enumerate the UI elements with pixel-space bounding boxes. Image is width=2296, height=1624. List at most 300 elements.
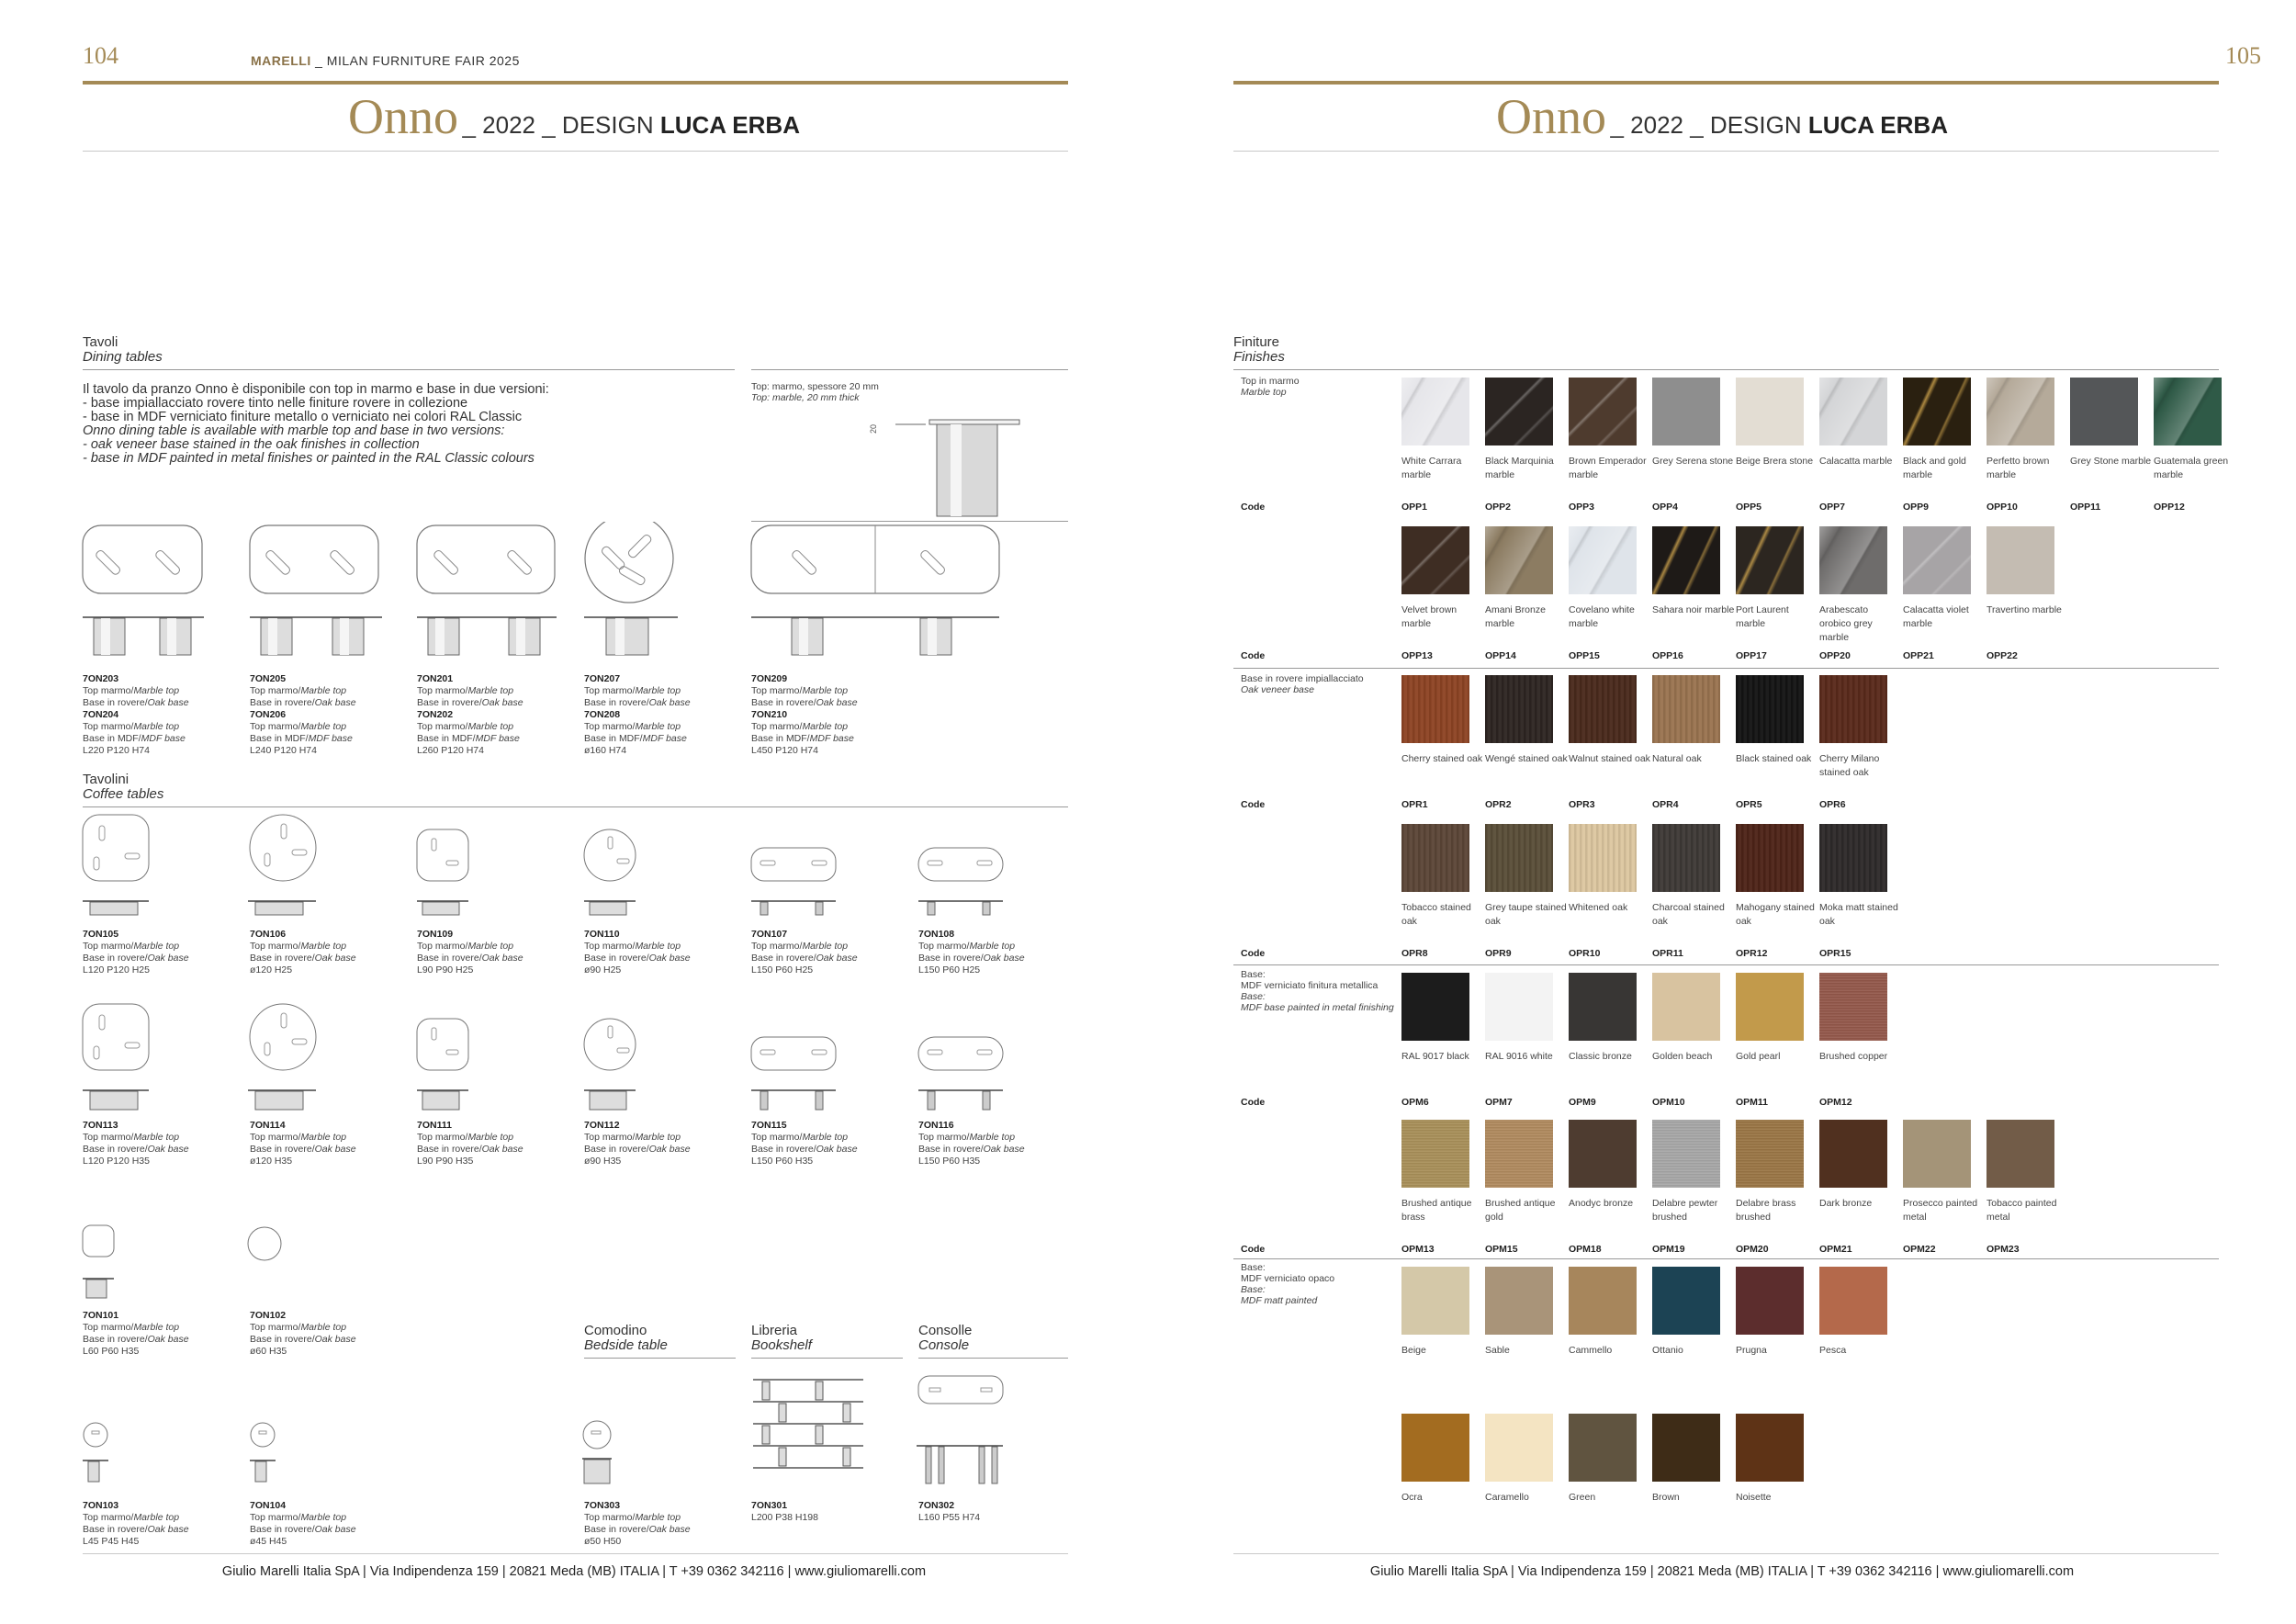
product-code: 7ON102 [250,1310,287,1321]
bookshelf-heading-it: Libreria [751,1323,798,1338]
spec-en: Oak base [983,953,1025,964]
dining-rule [83,369,735,370]
code-label: Code [1241,948,1266,959]
product-dimensions: ø50 H50 [584,1536,622,1547]
finish-code: OPR10 [1569,948,1601,959]
finish-swatch [2070,378,2138,445]
group-label-it: Base: [1241,1262,1266,1273]
product-dimensions: L220 P120 H74 [83,745,150,756]
finish-name: White Carrara marble [1401,456,1462,480]
product-7ON201 [417,673,523,757]
finish-swatch [1819,675,1887,743]
spec-en: Oak base [147,1334,189,1345]
finish-code: OPP13 [1401,650,1433,661]
group-label-en: MDF matt painted [1241,1295,1318,1306]
product-7ON104 [250,1500,356,1548]
finish-swatch [1569,1120,1637,1188]
bedside-rule [584,1358,736,1359]
finish-code: OPP7 [1819,502,1846,513]
finish-code: OPR12 [1736,948,1768,959]
finish-swatch [1569,1414,1637,1482]
finish-swatch [1569,378,1637,445]
spec-it: Top marmo/ [751,721,803,732]
spec-it: Base in rovere/ [584,697,649,708]
finishes-heading-it: Finiture [1233,334,1280,350]
finish-swatch [1485,973,1553,1041]
finish-swatch [1485,1414,1553,1482]
finish-name: Black stained oak [1736,753,1812,764]
finish-swatch [1652,675,1720,743]
finish-swatch [1569,526,1637,594]
brand-suffix: _ MILAN FURNITURE FAIR 2025 [310,53,520,68]
coffee-heading-en: Coffee tables [83,786,164,802]
finish-code: OPM19 [1652,1244,1685,1255]
coffee-heading-it: Tavolini [83,772,129,787]
finish-name: Sahara noir marble [1652,604,1735,615]
finish-name: Mahogany stained oak [1736,902,1815,927]
spec-it: Top marmo/ [584,1512,636,1523]
finish-name: Anodyc bronze [1569,1198,1634,1209]
product-code: 7ON202 [417,709,454,720]
spec-it: Base in MDF/ [584,733,643,744]
bookshelf-heading [751,1324,812,1353]
spec-en: Oak base [147,953,189,964]
finish-swatch [1569,824,1637,892]
group-label-it: Base in rovere impiallacciato [1241,673,1364,684]
group-label-en: MDF base painted in metal finishing [1241,1002,1394,1013]
spec-it: Top marmo/ [918,1132,970,1143]
spec-it: Top marmo/ [83,941,134,952]
spec-en: Oak base [816,1144,858,1155]
product-dimensions: L200 P38 H198 [751,1512,818,1523]
finish-name: Cherry Milano stained oak [1819,753,1880,778]
product-code: 7ON101 [83,1310,119,1321]
spec-it: Base in rovere/ [250,1144,315,1155]
bookshelf-heading-en: Bookshelf [751,1337,812,1353]
finish-swatch [1569,675,1637,743]
product-dimensions: ø120 H35 [250,1156,293,1167]
finish-swatch [1652,526,1720,594]
finish-name: Cammello [1569,1345,1613,1356]
finish-name: Walnut stained oak [1569,753,1650,764]
product-7ON203 [83,673,189,757]
finish-swatch [1485,675,1553,743]
group-label-it: Base: [1241,969,1266,980]
finish-name: Port Laurent marble [1736,604,1789,629]
finish-code: OPM7 [1485,1097,1513,1108]
spec-en: Marble top [300,941,347,952]
product-7ON209 [751,673,858,757]
title-name: Onno [348,89,459,144]
spec-en: Marble top [467,721,514,732]
spec-en: MDF base [141,733,186,744]
spec-it: Base in rovere/ [417,953,482,964]
finish-swatch [1819,1120,1887,1188]
finish-name: Classic bronze [1569,1051,1632,1062]
finish-code: OPP5 [1736,502,1762,513]
product-dimensions: ø120 H25 [250,964,293,976]
product-7ON109 [417,929,523,976]
spec-it: Top marmo/ [417,721,468,732]
finish-code: OPP16 [1652,650,1683,661]
spec-en: Marble top [802,721,849,732]
finish-code: OPP10 [1986,502,2018,513]
spec-en: Marble top [802,685,849,696]
product-code: 7ON110 [584,929,620,940]
group-label-it: MDF verniciato finitura metallica [1241,980,1379,991]
footer: Giulio Marelli Italia SpA | Via Indipendenza 159 | 20821 Meda (MB) ITALIA | T +39 0362 342116 | www.giuliomarelli.com [1369,1564,2075,1579]
spec-en: Oak base [147,1144,189,1155]
product-7ON107 [751,929,858,976]
spec-en: Oak base [314,1524,356,1535]
dining-heading-it: Tavoli [83,334,118,350]
finish-swatch [1401,1267,1469,1335]
spec-it: Base in rovere/ [250,1334,315,1345]
spec-en: Marble top [635,685,681,696]
spec-en: Marble top [467,685,514,696]
product-dimensions: ø60 H35 [250,1346,287,1357]
product-code: 7ON116 [918,1120,954,1131]
finish-swatch [1401,378,1469,445]
bookshelf-rule [751,1358,903,1359]
product-code: 7ON209 [751,673,788,684]
product-7ON207 [584,673,691,757]
product-dimensions: ø90 H35 [584,1156,622,1167]
bedside-heading-it: Comodino [584,1323,647,1338]
product-code: 7ON301 [751,1500,788,1511]
product-7ON303 [584,1500,691,1548]
spec-it: Top marmo/ [417,1132,468,1143]
finish-name: Wengé stained oak [1485,753,1568,764]
finish-name: Velvet brown marble [1401,604,1458,629]
product-7ON111 [417,1120,523,1167]
finish-code: OPP21 [1903,650,1934,661]
spec-it: Base in rovere/ [584,1144,649,1155]
finish-code: OPR9 [1485,948,1512,959]
spec-it: Top marmo/ [751,941,803,952]
finish-name: Delabre brass brushed [1736,1198,1796,1223]
product-code: 7ON104 [250,1500,287,1511]
finish-code: OPM12 [1819,1097,1852,1108]
spec-it: Base in rovere/ [83,1144,148,1155]
product-7ON302 [918,1500,980,1524]
intro-line: Il tavolo da pranzo Onno è disponibile con top in marmo e base in due versioni: [83,382,549,397]
spec-en: Marble top [969,1132,1016,1143]
finish-swatch [1736,526,1804,594]
console-heading [918,1324,972,1353]
spec-note [751,381,879,403]
finish-code: OPM15 [1485,1244,1518,1255]
finish-code: OPR4 [1652,799,1679,810]
bedside-heading-en: Bedside table [584,1337,668,1353]
spec-en: Marble top [635,1132,681,1143]
spec-en: Oak base [147,697,189,708]
finish-name: RAL 9016 white [1485,1051,1553,1062]
spec-en: Marble top [635,1512,681,1523]
finish-group-rule [1233,1258,2219,1259]
spec-it: Top marmo/ [250,1512,301,1523]
finish-code: OPM9 [1569,1097,1596,1108]
console-heading-it: Consolle [918,1323,973,1338]
product-dimensions: L120 P120 H25 [83,964,150,976]
product-code: 7ON302 [918,1500,955,1511]
spec-it: Base in rovere/ [250,697,315,708]
product-dimensions: L150 P60 H25 [751,964,814,976]
title-rule [83,151,1068,152]
spec-en: Marble top [635,941,681,952]
product-7ON102 [250,1310,356,1358]
product-dimensions: L90 P90 H25 [417,964,474,976]
finish-swatch [1569,1267,1637,1335]
finish-name: Brushed antique brass [1401,1198,1472,1223]
finish-code: OPP1 [1401,502,1428,513]
finish-name: Dark bronze [1819,1198,1873,1209]
finish-name: Delabre pewter brushed [1652,1198,1718,1223]
spec-it: Top marmo/ [417,941,468,952]
finish-swatch [1569,973,1637,1041]
finish-code: OPP12 [2154,502,2185,513]
finish-code: OPR15 [1819,948,1851,959]
finish-swatch [1401,824,1469,892]
page-number: 105 [2225,42,2261,69]
spec-it: Top marmo/ [83,1512,134,1523]
footer: Giulio Marelli Italia SpA | Via Indipendenza 159 | 20821 Meda (MB) ITALIA | T +39 0362 342116 | www.giuliomarelli.com [221,1564,927,1579]
product-code: 7ON204 [83,709,119,720]
group-label-it: Top in marmo [1241,376,1300,387]
product-code: 7ON113 [83,1120,118,1131]
spec-it: Base in MDF/ [250,733,309,744]
spec-en: Marble top [133,685,180,696]
product-7ON105 [83,929,189,976]
group-label-en: Oak veneer base [1241,684,1314,695]
spec-en: Oak base [983,1144,1025,1155]
finish-swatch [1736,1267,1804,1335]
spec-it: Base in rovere/ [751,953,816,964]
finish-swatch [1903,1120,1971,1188]
intro-line-en: - base in MDF painted in metal finishes or painted in the RAL Classic colours [83,451,535,466]
finish-name: Noisette [1736,1492,1772,1503]
finishes-rule [1233,369,2219,370]
finish-swatch [1986,378,2054,445]
finish-name: Covelano white marble [1569,604,1635,629]
finish-name: Pesca [1819,1345,1847,1356]
product-7ON114 [250,1120,356,1167]
spec-it: Top marmo/ [83,721,134,732]
title-year: _ 2022 _ DESIGN [1610,111,1808,139]
finish-swatch [1736,1120,1804,1188]
finish-name: Perfetto brown marble [1986,456,2050,480]
spec-it: Top marmo/ [918,941,970,952]
finish-name: Grey taupe stained oak [1485,902,1567,927]
finish-code: OPR6 [1819,799,1846,810]
finish-code: OPP15 [1569,650,1600,661]
product-code: 7ON105 [83,929,119,940]
spec-en: Marble top [969,941,1016,952]
product-7ON103 [83,1500,189,1548]
finish-swatch [1736,1414,1804,1482]
spec-en: Oak base [816,953,858,964]
finish-swatch [1819,1267,1887,1335]
product-7ON113 [83,1120,189,1167]
finish-name: Charcoal stained oak [1652,902,1725,927]
finish-group-label [1241,673,1364,695]
finish-code: OPM11 [1736,1097,1769,1108]
product-dimensions: ø90 H25 [584,964,622,976]
finish-swatch [1401,1414,1469,1482]
finish-name: Cherry stained oak [1401,753,1483,764]
spec-it: Top marmo/ [83,1132,134,1143]
coffee-heading [83,773,163,802]
spec-it: Top marmo/ [250,941,301,952]
spec-en: Marble top [133,1132,180,1143]
finish-swatch [1819,973,1887,1041]
finish-name: Prugna [1736,1345,1767,1356]
right-page [1148,0,2296,1624]
title-rule [1233,151,2219,152]
product-dimensions: L240 P120 H74 [250,745,317,756]
spec-it: Base in MDF/ [83,733,141,744]
code-label: Code [1241,1097,1266,1108]
spec-en: Marble top [802,941,849,952]
spec-it: Top marmo/ [250,685,301,696]
finish-swatch [1401,1120,1469,1188]
product-7ON106 [250,929,356,976]
finish-name: Sable [1485,1345,1510,1356]
finish-swatch [1736,378,1804,445]
finish-swatch [1819,526,1887,594]
dim-label: 20 [869,423,878,434]
finish-swatch [1401,526,1469,594]
spec-en: MDF base [308,733,353,744]
code-label: Code [1241,799,1266,810]
finish-name: Beige Brera stone [1736,456,1814,467]
finish-code: OPM18 [1569,1244,1602,1255]
finish-name: Natural oak [1652,753,1702,764]
intro-line-en: Onno dining table is available with marble top and base in two versions: [83,423,505,438]
spec-en: MDF base [475,733,520,744]
finish-code: OPR1 [1401,799,1428,810]
finish-swatch [1401,973,1469,1041]
title-year: _ 2022 _ DESIGN [462,111,660,139]
finish-swatch [1652,824,1720,892]
console-rule [918,1358,1068,1359]
finish-swatch [1819,824,1887,892]
finish-swatch [1485,1267,1553,1335]
finish-code: OPP17 [1736,650,1767,661]
spec-en: MDF base [642,733,687,744]
spec-en: Marble top [300,685,347,696]
spec-it: Base in rovere/ [417,697,482,708]
finish-swatch [1485,378,1553,445]
product-7ON108 [918,929,1025,976]
spec-en: Oak base [481,697,523,708]
spec-en: Marble top [802,1132,849,1143]
product-dimensions: L160 P55 H74 [918,1512,981,1523]
coffee-rule [83,806,1068,807]
product-7ON301 [751,1500,818,1524]
product-code: 7ON207 [584,673,621,684]
product-dimensions: L150 P60 H35 [751,1156,814,1167]
product-code: 7ON112 [584,1120,620,1131]
spec-en: Marble top [300,1322,347,1333]
spec-note-it: Top: marmo, spessore 20 mm [751,381,879,392]
spec-it: Base in rovere/ [83,697,148,708]
finish-name: Brown Emperador marble [1569,456,1647,480]
spec-it: Top marmo/ [584,685,636,696]
finish-name: Caramello [1485,1492,1529,1503]
page-title [1148,88,2296,145]
intro-line: - base impiallacciato rovere tinto nelle finiture rovere in collezione [83,396,468,411]
spec-en: Oak base [648,697,691,708]
finish-group-label [1241,969,1394,1013]
spec-en: Oak base [648,953,691,964]
product-code: 7ON203 [83,673,119,684]
spec-it: Base in rovere/ [751,1144,816,1155]
spec-en: Oak base [314,953,356,964]
finish-name: Whitened oak [1569,902,1628,913]
finish-code: OPP14 [1485,650,1516,661]
spec-it: Base in rovere/ [83,1334,148,1345]
finish-name: Brushed antique gold [1485,1198,1556,1223]
finish-name: Moka matt stained oak [1819,902,1898,927]
finish-code: OPM6 [1401,1097,1429,1108]
spec-en: Marble top [133,1322,180,1333]
finish-name: RAL 9017 black [1401,1051,1469,1062]
finish-name: Calacatta violet marble [1903,604,1969,629]
finish-code: OPR8 [1401,948,1428,959]
finish-swatch [1652,1414,1720,1482]
product-dimensions: L60 P60 H35 [83,1346,140,1357]
finish-code: OPP2 [1485,502,1512,513]
finish-code: OPP9 [1903,502,1930,513]
spec-en: Oak base [147,1524,189,1535]
product-dimensions: L450 P120 H74 [751,745,818,756]
product-code: 7ON206 [250,709,287,720]
spec-it: Top marmo/ [584,721,636,732]
finish-swatch [1986,526,2054,594]
finish-name: Grey Stone marble [2070,456,2152,467]
spec-it: Base in rovere/ [417,1144,482,1155]
product-7ON110 [584,929,691,976]
spec-en: Marble top [133,1512,180,1523]
spec-it: Top marmo/ [417,685,468,696]
page-number: 104 [83,42,118,69]
finish-swatch [1485,526,1553,594]
spec-en: Oak base [314,1334,356,1345]
header-rule [1233,81,2219,85]
finish-swatch [1485,824,1553,892]
product-code: 7ON111 [417,1120,452,1131]
spec-it: Top marmo/ [83,1322,134,1333]
spec-it: Top marmo/ [584,941,636,952]
finish-code: OPP11 [2070,502,2101,513]
finish-swatch [1819,378,1887,445]
finish-swatch [1903,526,1971,594]
finish-swatch [1736,973,1804,1041]
product-dimensions: L90 P90 H35 [417,1156,474,1167]
finish-swatch [1986,1120,2054,1188]
spec-en: Marble top [467,1132,514,1143]
spec-it: Top marmo/ [250,1322,301,1333]
bedside-heading [584,1324,668,1353]
product-7ON112 [584,1120,691,1167]
spec-en: Oak base [648,1144,691,1155]
finish-name: Grey Serena stone [1652,456,1734,467]
footer-rule [83,1553,1068,1554]
finish-swatch [1736,675,1804,743]
spec-en: Marble top [133,941,180,952]
group-label-en: Base: [1241,991,1266,1002]
